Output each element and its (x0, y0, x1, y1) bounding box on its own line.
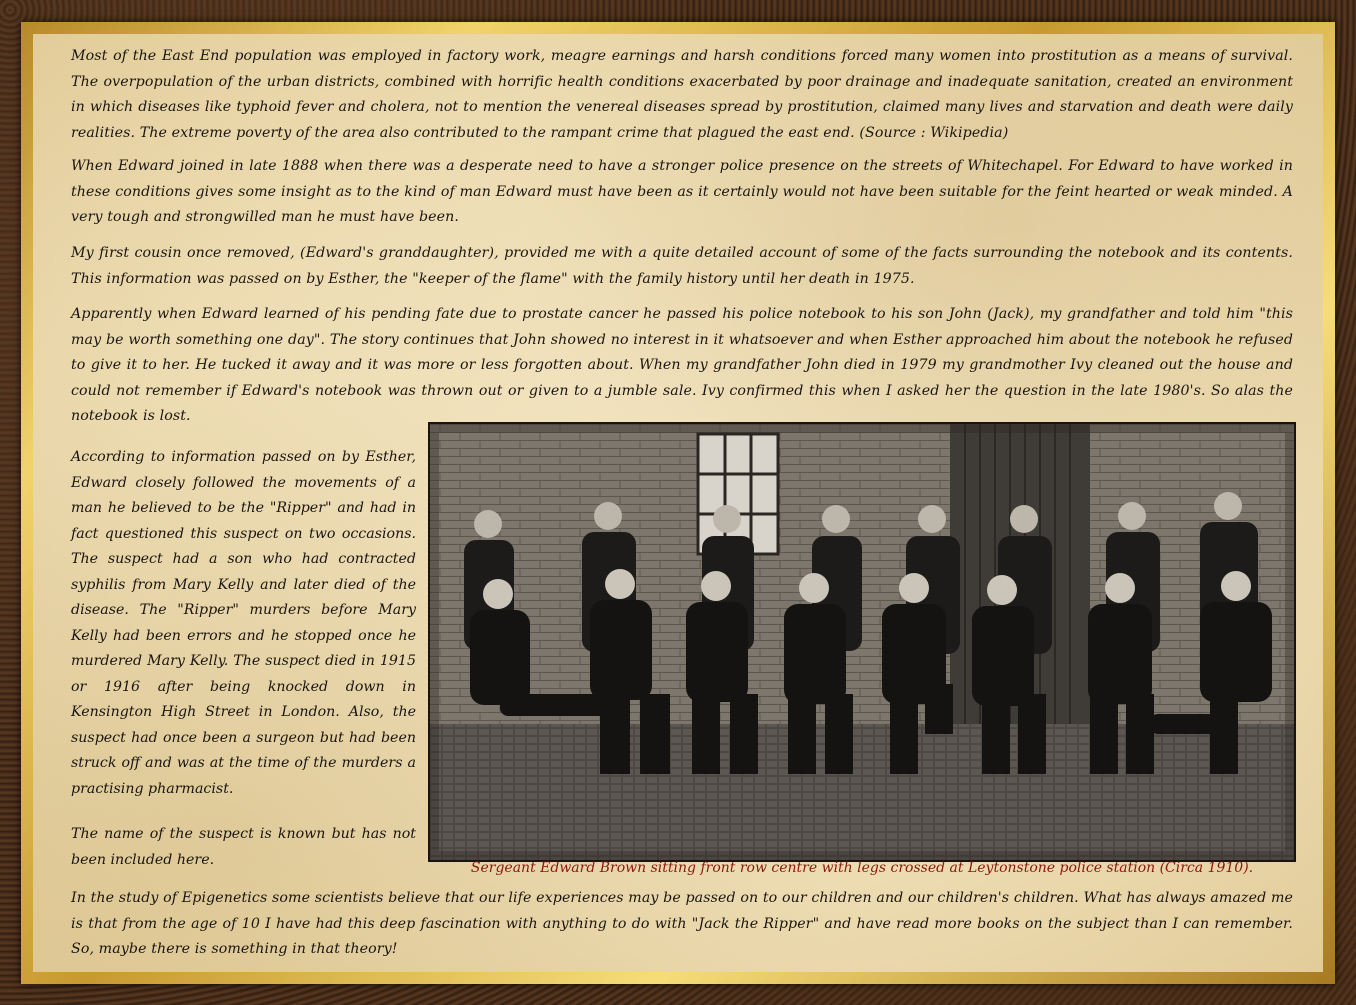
paragraph-suspect-name: The name of the suspect is known but has not been included here. (71, 826, 416, 868)
paragraph-epigenetics: In the study of Epigenetics some scientists believe that our life experiences may be passed on to our children and our children's children. What has always amazed me is that from the age of 10 I have had this deep fascination with anything to do with "Jack the Ripper" and have read more books on the subject than I can remember. So, maybe there is something in that theory! (71, 890, 1293, 957)
paragraph-east-end: Most of the East End population was employed in factory work, meagre earnings and harsh conditions forced many women into prostitution as a means of survival. The overpopulation of the urban districts, combined with horrific health conditions exacerbated by poor drainage and inadequate sanitation, created an environment in which diseases like typhoid fever and cholera, not to mention the venereal diseases spread by prostitution, claimed many lives and starvation and death were daily realities. The extreme poverty of the area also contributed to the rampant crime that plagued the east end. (Source : Wikipedia) (71, 48, 1293, 141)
paragraph-suspect: According to information passed on by Esther, Edward closely followed the movements of a man he believed to be the "Ripper" and had in fact questioned this suspect on two occasions. The suspect had a son who had contracted syphilis from Mary Kelly and later died of the disease. The "Ripper" murders before Mary Kelly had been errors and he stopped once he murdered Mary Kelly. The suspect died in 1915 or 1916 after being knocked down in Kensington High Street in London. Also, the suspect had once been a surgeon but had been struck off and was at the time of the murders a practising pharmacist. (71, 449, 416, 797)
paragraph-notebook: Apparently when Edward learned of his pending fate due to prostate cancer he passed his police notebook to his son John (Jack), my grandfather and told him "this may be worth something one day". The story continues that John showed no interest in it whatsoever and when Esther approached him about the notebook he refused to give it to her. He tucked it away and it was more or less forgotten about. When my grandfather John died in 1979 my grandmother Ivy cleaned out the house and could not remember if Edward's notebook was thrown out or given to a jumble sale. Ivy confirmed this when I asked her the question in the late 1980's. So alas the notebook is lost. (71, 306, 1293, 424)
parchment-page (33, 34, 1323, 972)
paragraph-cousin: My first cousin once removed, (Edward's granddaughter), provided me with a quite detailed account of some of the facts surrounding the notebook and its contents. This information was passed on by Esther, the "keeper of the flame" with the family history until her death in 1975. (71, 245, 1293, 287)
photo-caption: Sergeant Edward Brown sitting front row centre with legs crossed at Leytonstone police station (Circa 1910). (470, 860, 1254, 876)
photo-illustration (430, 424, 1294, 860)
paragraph-edward-joined: When Edward joined in late 1888 when there was a desperate need to have a stronger police presence on the streets of Whitechapel. For Edward to have worked in these conditions gives some insight as to the kind of man Edward must have been as it certainly would not have been suitable for the feint hearted or weak minded. A very tough and strongwilled man he must have been. (71, 158, 1293, 225)
police-group-photo (428, 422, 1296, 862)
